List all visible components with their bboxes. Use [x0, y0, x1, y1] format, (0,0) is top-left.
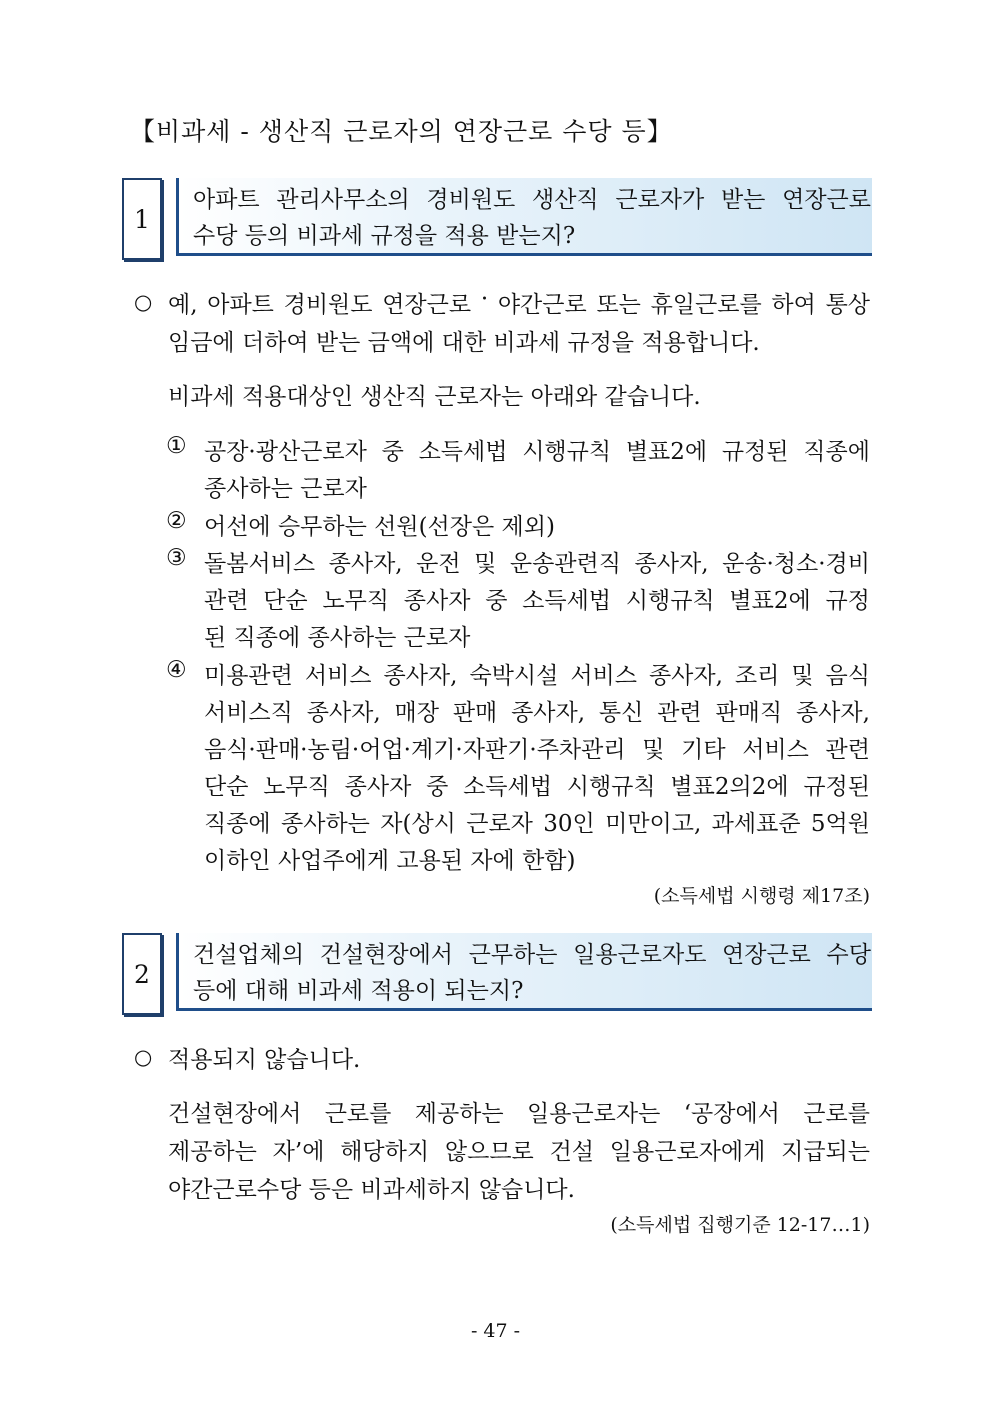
- question-1-line-2: 수당 등의 비과세 규정을 적용 받는지?: [193, 223, 576, 249]
- item-3-marker: ③: [166, 545, 187, 571]
- answer-1-line-1: 예, 아파트 경비원도 연장근로 · 야간근로 또는 휴일근로를 하여 통상: [168, 286, 870, 318]
- question-number-2: 2: [122, 933, 162, 1015]
- answer-1-bullet: ○: [134, 290, 153, 314]
- answer-1-intro: 비과세 적용대상인 생산직 근로자는 아래와 같습니다.: [168, 384, 701, 410]
- answer-1-line-2: 임금에 더하여 받는 금액에 대한 비과세 규정을 적용합니다.: [168, 330, 760, 356]
- question-box-1: [176, 178, 872, 256]
- section-title: 【비과세 - 생산직 근로자의 연장근로 수당 등】: [130, 117, 673, 146]
- source-citation-1: (소득세법 시행령 제17조): [653, 885, 870, 907]
- question-2-line-1: 건설업체의 건설현장에서 근무하는 일용근로자도 연장근로 수당: [193, 942, 871, 968]
- question-box-2: [176, 933, 872, 1011]
- question-number-1: 1: [122, 178, 162, 260]
- source-citation-2: (소득세법 집행기준 12-17…1): [610, 1214, 870, 1236]
- answer-2-line-1: 적용되지 않습니다.: [168, 1047, 361, 1073]
- item-4-marker: ④: [166, 657, 187, 683]
- item-1-line-2: 종사하는 근로자: [204, 476, 367, 502]
- answer-2-bullet: ○: [134, 1045, 153, 1069]
- item-4-line-5: 직종에 종사하는 자(상시 근로자 30인 미만이고, 과세표준 5억원: [204, 811, 870, 837]
- question-2-line-2: 등에 대해 비과세 적용이 되는지?: [193, 978, 524, 1004]
- item-4-line-4: 단순 노무직 종사자 중 소득세법 시행규칙 별표2의2에 규정된: [204, 774, 870, 800]
- answer-2-para-line-3: 야간근로수당 등은 비과세하지 않습니다.: [168, 1177, 575, 1203]
- page-number: - 47 -: [470, 1320, 521, 1342]
- item-3-line-3: 된 직종에 종사하는 근로자: [204, 625, 471, 651]
- item-3-line-2: 관련 단순 노무직 종사자 중 소득세법 시행규칙 별표2에 규정: [204, 588, 870, 614]
- answer-2-para-line-2: 제공하는 자’에 해당하지 않으므로 건설 일용근로자에게 지급되는: [168, 1139, 870, 1165]
- answer-2-para-line-1: 건설현장에서 근로를 제공하는 일용근로자는 ‘공장에서 근로를: [168, 1101, 870, 1127]
- item-4-line-6: 이하인 사업주에게 고용된 자에 한함): [204, 848, 576, 874]
- item-3-line-1: 돌봄서비스 종사자, 운전 및 운송관련직 종사자, 운송·청소·경비: [204, 551, 870, 577]
- item-4-line-1: 미용관련 서비스 종사자, 숙박시설 서비스 종사자, 조리 및 음식: [204, 663, 870, 689]
- item-2-line-1: 어선에 승무하는 선원(선장은 제외): [204, 514, 555, 540]
- item-1-line-1: 공장·광산근로자 중 소득세법 시행규칙 별표2에 규정된 직종에: [204, 439, 870, 465]
- item-4-line-2: 서비스직 종사자, 매장 판매 종사자, 통신 관련 판매직 종사자,: [204, 700, 870, 726]
- item-1-marker: ①: [166, 433, 187, 459]
- item-4-line-3: 음식·판매·농림·어업·계기·자판기·주차관리 및 기타 서비스 관련: [204, 737, 870, 763]
- item-2-marker: ②: [166, 508, 187, 534]
- question-1-line-1: 아파트 관리사무소의 경비원도 생산직 근로자가 받는 연장근로: [193, 187, 871, 213]
